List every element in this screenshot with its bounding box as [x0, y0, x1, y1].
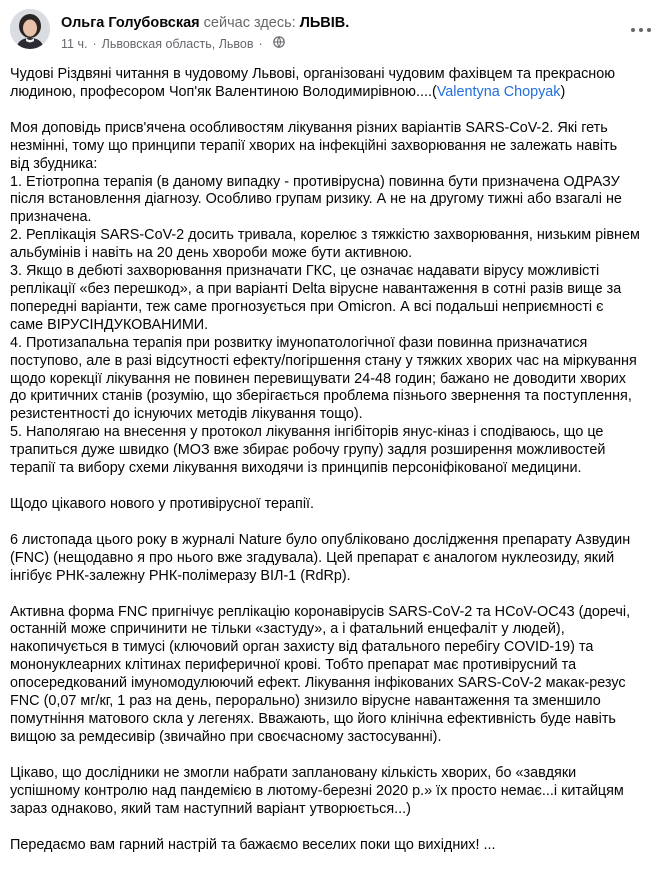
text-line: FNC (0,07 мг/кг, 1 раз на день, перорально) знизило вірусне навантаження та зменшило	[10, 693, 601, 710]
text-line	[10, 84, 665, 102]
more-options-button[interactable]	[629, 21, 653, 39]
text-line: Моя доповідь присв'ячена особливостям лікування різних варіантів SARS-CoV-2. Які геть	[10, 119, 608, 136]
post-paragraph	[10, 66, 665, 102]
text-line: Чудові Різдвяні читання в чудовому Львові, організовані чудовим фахівцем та прекрасною	[10, 66, 616, 82]
text-line: Активна форма FNC пригнічує реплікацію коронавірусів SARS-CoV-2 та HCoV-OC43 (доречі,	[10, 603, 631, 620]
mention-closing: )	[560, 83, 566, 100]
more-horizontal-icon	[647, 28, 651, 32]
text-line: призначена.	[10, 209, 92, 226]
text-line: опосередкований імуномодулюючий ефект. Лікування інфікованих SARS-CoV-2 макак-резус	[10, 675, 626, 692]
author-line	[61, 14, 349, 32]
text-line: Щодо цікавого нового у противірусної терапії.	[10, 495, 315, 512]
text-line: успішному контролю над пандемією в лютому-березні 2020 р.» їх просто немає...і китайцям	[10, 782, 624, 799]
post-body	[10, 66, 665, 869]
globe-icon[interactable]	[273, 36, 285, 52]
more-horizontal-icon	[631, 28, 635, 32]
post-place[interactable]: Львовская область, Львов	[101, 37, 254, 51]
text-line: від збудника:	[10, 155, 98, 172]
text-line: саме ВІРУСІНДУКОВАНИМИ.	[10, 316, 209, 333]
post-paragraph	[10, 120, 665, 478]
text-line: альбумінів і навіть на 20 день хвороби може бути активною.	[10, 245, 413, 262]
text-line: (FNC) (нещодавно я про нього вже згадувала). Цей препарат є аналогом нуклеозиду, який	[10, 549, 615, 566]
text-line: накопичується в тимусі (ключовий орган захисту від фатального перебігу COVID-19) та	[10, 639, 594, 656]
author-avatar[interactable]	[10, 9, 50, 49]
text-line: Цікаво, що дослідники не змогли набрати заплановану кількість хворих, бо «завдяки	[10, 764, 577, 781]
meta-separator: ·	[258, 37, 263, 51]
post-time[interactable]: 11 ч.	[61, 37, 88, 51]
text-line: останній може спричинити не тільки «застуду», а і фатальний енцефаліт у людей),	[10, 621, 565, 638]
text-line: зараз однаково, який там наступний варіант утворюється...)	[10, 800, 411, 817]
meta-separator: ·	[92, 37, 97, 51]
text-line: після встановлення діагнозу. Особливо групам ризику. А не на другому тижні або взагалі не	[10, 191, 622, 208]
location-link[interactable]: ЛЬВІВ.	[299, 15, 350, 31]
text-line: 5. Наполягаю на внесення у протокол лікування інгібіторів янус-кіназ і сподіваюсь, що це	[10, 424, 604, 441]
checkin-text: сейчас здесь:	[203, 15, 296, 31]
post-paragraph	[10, 496, 665, 514]
post-paragraph	[10, 604, 665, 747]
text-line: щодо корекції лікування не повинен перевищувати 24-48 годин; бажано не доводити хворих	[10, 370, 626, 387]
avatar-photo	[10, 9, 50, 49]
text-line: 4. Протизапальна терапія при розвитку імунопатологічної фази повинна призначатися	[10, 334, 588, 351]
text-line: незмінні, тому що принципи терапії хворих на інфекційні захворювання не залежать навіть	[10, 137, 618, 154]
text-line: трапиться дуже швидко (МОЗ вже збирає робочу групу) задля розширення можливостей	[10, 442, 606, 459]
text-line: резистентності до існуючих методів лікування тощо).	[10, 406, 363, 423]
text-line: 3. Якщо в дебюті захворювання призначати ГКС, це означає надавати вірусу можливісті	[10, 263, 600, 280]
post-paragraph	[10, 837, 665, 855]
text-line: мононуклеарних клітинах периферичної крові. Тобто препарат має противірусний та	[10, 657, 577, 674]
post-meta	[61, 36, 285, 52]
text-line: помутніння матового скла у легенях. Вважають, що його клінічна ефективність буде навіть	[10, 711, 616, 727]
text-line: до критичних станів (розумію, що зберігається проблема пізнього звернення та поступлення,	[10, 388, 632, 405]
text-line: реплікації «без перешкод», а при варіанті Delta вірусне навантаження в сотні разів вище за	[10, 280, 622, 297]
post-header	[10, 9, 671, 53]
text-line: 2. Реплікація SARS-CoV-2 досить тривала, корелює з тяжкістю захворювання, низьким рівнем	[10, 227, 640, 244]
text-line: людиною, професором Чоп'як Валентиною Володимирівною....(	[10, 83, 437, 100]
text-line: поступово, але в разі відсутності ефекту/погіршення стану у тяжких хворих час на міркування	[10, 352, 637, 369]
mention-link[interactable]: Valentyna Chopyak	[436, 83, 561, 100]
text-line: інгібує РНК-залежну РНК-полімеразу ВІЛ-1 (RdRp).	[10, 567, 351, 584]
text-line: Передаємо вам гарний настрій та бажаємо веселих поки що вихідних! ...	[10, 836, 496, 853]
author-name[interactable]: Ольга Голубовская	[61, 15, 200, 31]
text-line: 1. Етіотропна терапія (в даному випадку - противірусна) повинна бути призначена ОДРАЗУ	[10, 173, 620, 190]
post-paragraph	[10, 532, 665, 586]
text-line: вищою за ремдесивір (звичайно при своєчасному застосуванні).	[10, 728, 442, 745]
text-line: 6 листопада цього року в журналі Nature було опубліковано дослідження препарату Азвудин	[10, 531, 631, 548]
text-line: попередні варіанти, теж саме прогнозується при Omicron. А всі подальші неприємності є	[10, 298, 604, 315]
more-horizontal-icon	[639, 28, 643, 32]
post-paragraph	[10, 765, 665, 819]
text-line: терапії та вибору схеми лікування виходячи із принципів персоніфікованої медицини.	[10, 460, 582, 477]
